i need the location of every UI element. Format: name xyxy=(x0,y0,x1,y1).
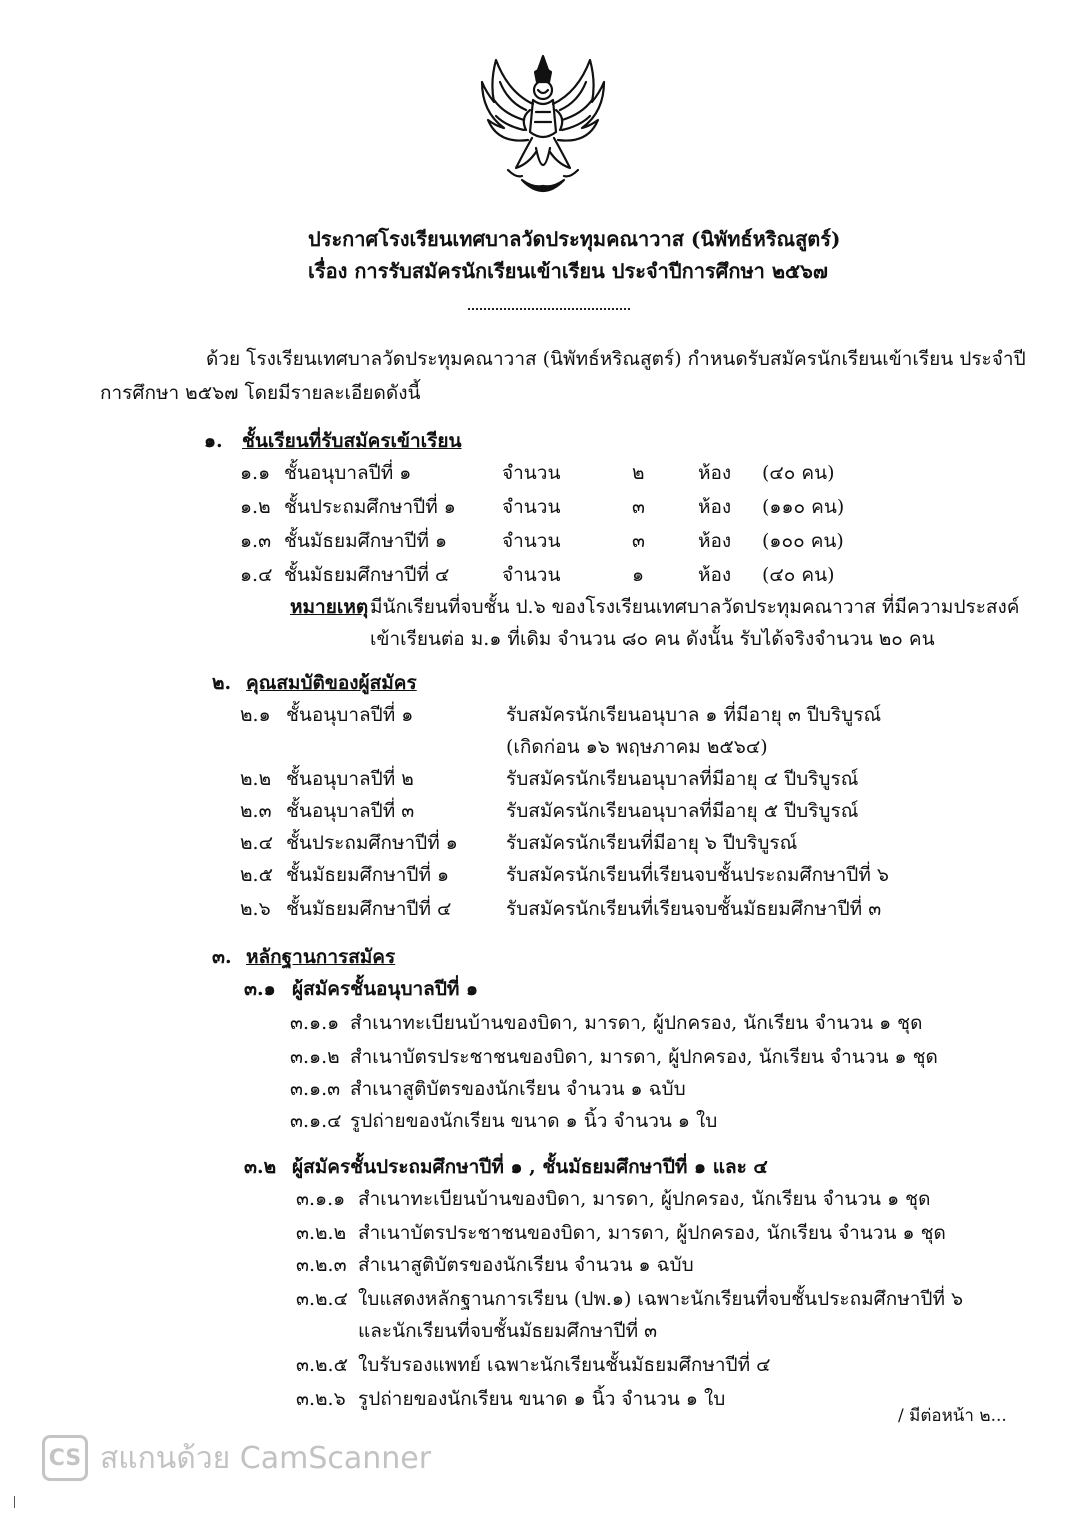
evidence-item-no: ๓.๒.๓ xyxy=(296,1254,347,1276)
qual-row-desc: รับสมัครนักเรียนอนุบาล ๑ ที่มีอายุ ๓ ปีบริบูรณ์ xyxy=(506,704,882,726)
evidence-group-title: ผู้สมัครชั้นประถมศึกษาปีที่ ๑ , ชั้นมัธยมศึกษาปีที่ ๑ และ ๔ xyxy=(292,1156,768,1178)
evidence-item-text: และนักเรียนที่จบชั้นมัธยมศึกษาปีที่ ๓ xyxy=(358,1320,658,1342)
announcement-subject: เรื่อง การรับสมัครนักเรียนเข้าเรียน ประจำปีการศึกษา ๒๕๖๗ xyxy=(308,259,828,283)
qual-row-no: ๒.๖ xyxy=(240,898,271,920)
qual-row-level: ชั้นประถมศึกษาปีที่ ๑ xyxy=(286,832,458,854)
class-row-students: (๔๐ คน) xyxy=(762,462,835,484)
class-row-no: ๑.๑ xyxy=(240,462,271,484)
class-row-count-label: จำนวน xyxy=(502,530,561,552)
class-row-count-label: จำนวน xyxy=(502,462,561,484)
qual-row-level: ชั้นอนุบาลปีที่ ๒ xyxy=(286,768,414,790)
note-label: หมายเหตุ xyxy=(290,596,369,618)
evidence-item-no: ๓.๑.๔ xyxy=(290,1110,342,1132)
evidence-item-text: ใบแสดงหลักฐานการเรียน (ปพ.๑) เฉพาะนักเรียนที่จบชั้นประถมศึกษาปีที่ ๖ xyxy=(358,1288,964,1310)
qual-row-no: ๒.๑ xyxy=(240,704,271,726)
evidence-item-text: สำเนาสูติบัตรของนักเรียน จำนวน ๑ ฉบับ xyxy=(358,1254,694,1276)
class-row-unit: ห้อง xyxy=(698,530,732,552)
qual-row-no: ๒.๔ xyxy=(240,832,273,854)
intro-line-1: ด้วย โรงเรียนเทศบาลวัดประทุมคณาวาส (นิพัทธ์หริณสูตร์) กำหนดรับสมัครนักเรียนเข้าเรียน ประจำปี xyxy=(206,348,1026,370)
garuda-emblem-icon xyxy=(478,52,608,202)
class-row-level: ชั้นอนุบาลปีที่ ๑ xyxy=(284,462,412,484)
class-row-students: (๑๐๐ คน) xyxy=(762,530,844,552)
qual-row-level: ชั้นอนุบาลปีที่ ๓ xyxy=(286,800,415,822)
section-1-heading: ชั้นเรียนที่รับสมัครเข้าเรียน xyxy=(242,430,462,452)
class-row-students: (๔๐ คน) xyxy=(762,564,835,586)
intro-line-2: การศึกษา ๒๕๖๗ โดยมีรายละเอียดดังนี้ xyxy=(100,382,421,404)
note-line-1: มีนักเรียนที่จบชั้น ป.๖ ของโรงเรียนเทศบาลวัดประทุมคณาวาส ที่มีความประสงค์ xyxy=(370,596,1020,618)
qual-row-no: ๒.๓ xyxy=(240,800,272,822)
evidence-item-no: ๓.๑.๑ xyxy=(296,1188,346,1210)
class-row-rooms: ๒ xyxy=(632,462,645,484)
section-3-heading: หลักฐานการสมัคร xyxy=(246,946,396,968)
qual-row-level: ชั้นอนุบาลปีที่ ๑ xyxy=(286,704,414,726)
class-row-rooms: ๓ xyxy=(632,530,645,552)
class-row-unit: ห้อง xyxy=(698,496,732,518)
evidence-group-no: ๓.๑ xyxy=(244,978,276,1000)
evidence-item-text: รูปถ่ายของนักเรียน ขนาด ๑ นิ้ว จำนวน ๑ ใบ xyxy=(350,1110,718,1132)
qual-row-level: ชั้นมัธยมศึกษาปีที่ ๔ xyxy=(286,898,452,920)
camscanner-logo-icon: CS xyxy=(42,1435,88,1481)
class-row-no: ๑.๒ xyxy=(240,496,271,518)
scan-mark xyxy=(14,1496,15,1508)
announcement-title: ประกาศโรงเรียนเทศบาลวัดประทุมคณาวาส (นิพัทธ์หริณสูตร์) xyxy=(308,227,841,251)
evidence-item-no: ๓.๑.๑ xyxy=(290,1012,340,1034)
class-row-no: ๑.๔ xyxy=(240,564,273,586)
camscanner-watermark xyxy=(42,1432,431,1484)
evidence-group-title: ผู้สมัครชั้นอนุบาลปีที่ ๑ xyxy=(292,978,479,1000)
evidence-item-text: สำเนาทะเบียนบ้านของบิดา, มารดา, ผู้ปกครอง, นักเรียน จำนวน ๑ ชุด xyxy=(350,1012,923,1034)
class-row-unit: ห้อง xyxy=(698,564,732,586)
section-1-number: ๑. xyxy=(204,430,223,452)
evidence-item-no: ๓.๒.๔ xyxy=(296,1288,348,1310)
note-line-2: เข้าเรียนต่อ ม.๑ ที่เดิม จำนวน ๘๐ คน ดังนั้น รับได้จริงจำนวน ๒๐ คน xyxy=(370,628,935,650)
qual-row-desc: รับสมัครนักเรียนที่เรียนจบชั้นประถมศึกษาปีที่ ๖ xyxy=(506,864,889,886)
evidence-item-text: รูปถ่ายของนักเรียน ขนาด ๑ นิ้ว จำนวน ๑ ใบ xyxy=(358,1388,726,1410)
class-row-level: ชั้นมัธยมศึกษาปีที่ ๔ xyxy=(284,564,450,586)
divider xyxy=(468,308,630,310)
class-row-no: ๑.๓ xyxy=(240,530,272,552)
evidence-item-text: สำเนาบัตรประชาชนของบิดา, มารดา, ผู้ปกครอง, นักเรียน จำนวน ๑ ชุด xyxy=(350,1046,938,1068)
evidence-item-no: ๓.๒.๒ xyxy=(296,1222,347,1244)
section-3-number: ๓. xyxy=(212,946,232,968)
evidence-group-no: ๓.๒ xyxy=(244,1156,277,1178)
evidence-item-no: ๓.๒.๕ xyxy=(296,1354,348,1376)
evidence-item-no: ๓.๑.๒ xyxy=(290,1046,340,1068)
watermark-text: สแกนด้วย CamScanner xyxy=(100,1440,432,1476)
qual-row-desc: รับสมัครนักเรียนที่เรียนจบชั้นมัธยมศึกษาปีที่ ๓ xyxy=(506,898,882,920)
section-2-number: ๒. xyxy=(212,672,232,694)
class-row-level: ชั้นมัธยมศึกษาปีที่ ๑ xyxy=(284,530,448,552)
class-row-level: ชั้นประถมศึกษาปีที่ ๑ xyxy=(284,496,456,518)
qual-row-desc: รับสมัครนักเรียนอนุบาลที่มีอายุ ๔ ปีบริบูรณ์ xyxy=(506,768,859,790)
evidence-item-no: ๓.๑.๓ xyxy=(290,1078,341,1100)
qual-row-desc: รับสมัครนักเรียนที่มีอายุ ๖ ปีบริบูรณ์ xyxy=(506,832,798,854)
class-row-count-label: จำนวน xyxy=(502,496,561,518)
qual-row-desc: รับสมัครนักเรียนอนุบาลที่มีอายุ ๕ ปีบริบูรณ์ xyxy=(506,800,859,822)
evidence-item-text: สำเนาทะเบียนบ้านของบิดา, มารดา, ผู้ปกครอง, นักเรียน จำนวน ๑ ชุด xyxy=(358,1188,931,1210)
next-page-note: / มีต่อหน้า ๒... xyxy=(898,1406,1007,1426)
evidence-item-no: ๓.๒.๖ xyxy=(296,1388,346,1410)
section-2-heading: คุณสมบัติของผู้สมัคร xyxy=(246,672,417,694)
evidence-item-text: ใบรับรองแพทย์ เฉพาะนักเรียนชั้นมัธยมศึกษาปีที่ ๔ xyxy=(358,1354,771,1376)
class-row-unit: ห้อง xyxy=(698,462,732,484)
evidence-item-text: สำเนาบัตรประชาชนของบิดา, มารดา, ผู้ปกครอง, นักเรียน จำนวน ๑ ชุด xyxy=(358,1222,946,1244)
class-row-rooms: ๑ xyxy=(632,564,645,586)
qual-row-desc: (เกิดก่อน ๑๖ พฤษภาคม ๒๕๖๔) xyxy=(506,736,768,758)
class-row-rooms: ๓ xyxy=(632,496,645,518)
class-row-count-label: จำนวน xyxy=(502,564,561,586)
qual-row-level: ชั้นมัธยมศึกษาปีที่ ๑ xyxy=(286,864,450,886)
evidence-item-text: สำเนาสูติบัตรของนักเรียน จำนวน ๑ ฉบับ xyxy=(350,1078,686,1100)
qual-row-no: ๒.๕ xyxy=(240,864,273,886)
qual-row-no: ๒.๒ xyxy=(240,768,272,790)
class-row-students: (๑๑๐ คน) xyxy=(762,496,845,518)
